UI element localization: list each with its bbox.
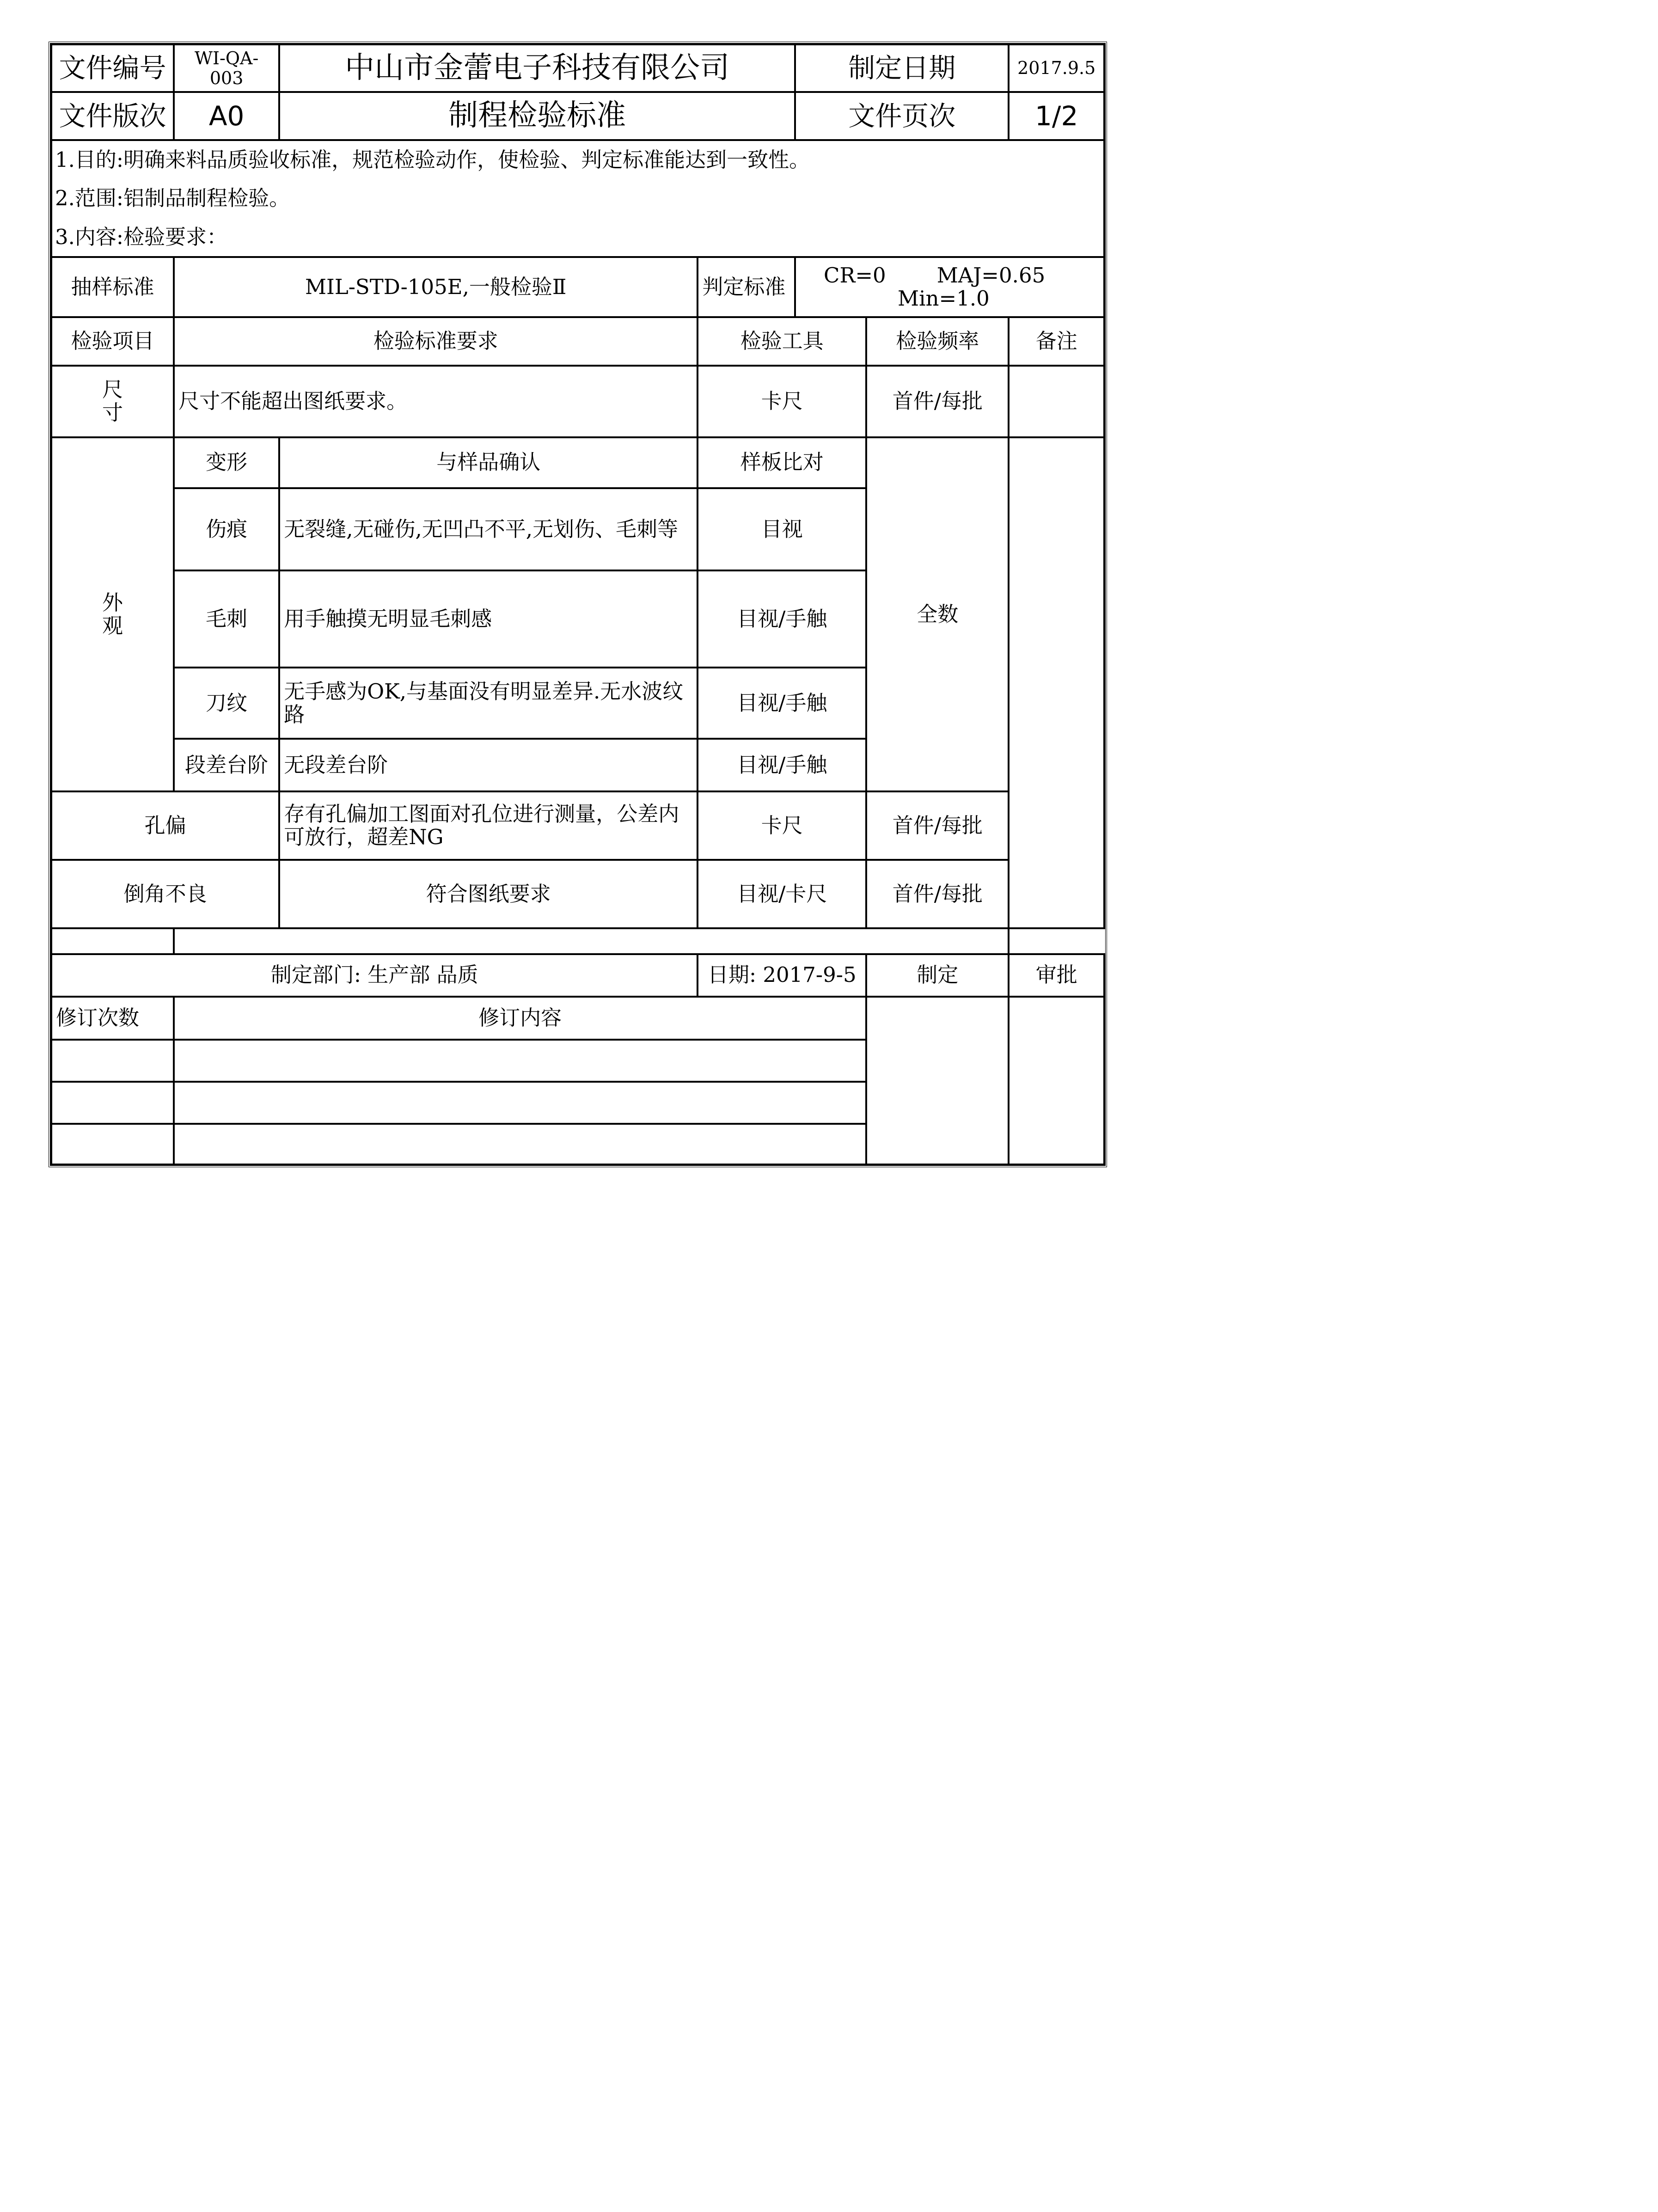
revision-content-cell <box>174 1082 866 1124</box>
appearance-sub-tool: 目视 <box>697 488 866 570</box>
size-frequency: 首件/每批 <box>866 366 1009 437</box>
appearance-sub-tool: 目视/手触 <box>697 739 866 791</box>
doc-number-label: 文件编号 <box>51 44 174 92</box>
blank-cell <box>174 928 1009 954</box>
size-tool: 卡尺 <box>697 366 866 437</box>
chamfer-frequency: 首件/每批 <box>866 860 1009 928</box>
scope-text: 2.范围:铝制品制程检验。 <box>51 179 1104 218</box>
revision-content-cell <box>174 1040 866 1082</box>
appearance-sub-name: 刀纹 <box>174 668 279 739</box>
column-header-item: 检验项目 <box>51 317 174 365</box>
column-header-frequency: 检验频率 <box>866 317 1009 365</box>
revision-content-header: 修订内容 <box>174 997 866 1040</box>
version-value: A0 <box>174 92 279 140</box>
appearance-sub-tool: 目视/手触 <box>697 668 866 739</box>
size-standard: 尺寸不能超出图纸要求。 <box>174 366 697 437</box>
document-title: 制程检验标准 <box>279 92 795 140</box>
blank-cell <box>51 928 174 954</box>
revision-content-cell <box>174 1124 866 1164</box>
footer-date: 日期: 2017-9-5 <box>697 954 866 997</box>
date-label: 制定日期 <box>795 44 1009 92</box>
appearance-sub-name: 变形 <box>174 437 279 488</box>
appearance-sub-standard: 无手感为OK,与基面没有明显差异.无水波纹路 <box>279 668 697 739</box>
page-value: 1/2 <box>1009 92 1104 140</box>
inspection-standard-document <box>49 42 1107 1167</box>
prepared-signature-cell <box>866 997 1009 1164</box>
appearance-frequency: 全数 <box>866 437 1009 792</box>
appearance-sub-name: 段差台阶 <box>174 739 279 791</box>
judge-values <box>795 257 1104 317</box>
footer-approved-label: 审批 <box>1009 954 1104 997</box>
appearance-sub-name: 毛刺 <box>174 570 279 668</box>
appearance-item: 外 观 <box>51 437 174 792</box>
inspection-standard-table <box>50 43 1105 1165</box>
hole-standard: 存有孔偏加工图面对孔位进行测量，公差内可放行，超差NG <box>279 791 697 860</box>
size-item: 尺 寸 <box>51 366 174 437</box>
hole-frequency: 首件/每批 <box>866 791 1009 860</box>
revision-number-cell <box>51 1082 174 1124</box>
min-value: Min=1.0 <box>898 286 990 311</box>
column-header-remark: 备注 <box>1009 317 1104 365</box>
appearance-sub-name: 伤痕 <box>174 488 279 570</box>
content-text: 3.内容:检验要求： <box>51 218 1104 257</box>
hole-item: 孔偏 <box>51 791 279 860</box>
revision-number-header: 修订次数 <box>51 997 174 1040</box>
maj-value: MAJ=0.65 <box>936 263 1046 288</box>
appearance-sub-tool: 样板比对 <box>697 437 866 488</box>
revision-number-cell <box>51 1040 174 1082</box>
chamfer-standard: 符合图纸要求 <box>279 860 697 928</box>
approved-signature-cell <box>1009 997 1104 1164</box>
revision-number-cell <box>51 1124 174 1164</box>
sampling-label: 抽样标准 <box>51 257 174 317</box>
appearance-sub-standard: 与样品确认 <box>279 437 697 488</box>
purpose-text: 1.目的:明确来料品质验收标准，规范检验动作，使检验、判定标准能达到一致性。 <box>51 140 1104 179</box>
remark-merged <box>1009 437 1104 929</box>
size-remark <box>1009 366 1104 437</box>
appearance-sub-tool: 目视/手触 <box>697 570 866 668</box>
judge-label: 判定标准 <box>697 257 795 317</box>
version-label: 文件版次 <box>51 92 174 140</box>
sampling-value: MIL-STD-105E,一般检验Ⅱ <box>174 257 697 317</box>
footer-prepared-label: 制定 <box>866 954 1009 997</box>
column-header-tool: 检验工具 <box>697 317 866 365</box>
appearance-sub-standard: 无段差台阶 <box>279 739 697 791</box>
doc-number-value: WI-QA-003 <box>174 44 279 92</box>
appearance-sub-standard: 无裂缝,无碰伤,无凹凸不平,无划伤、毛刺等 <box>279 488 697 570</box>
hole-tool: 卡尺 <box>697 791 866 860</box>
appearance-sub-standard: 用手触摸无明显毛刺感 <box>279 570 697 668</box>
footer-department: 制定部门: 生产部 品质 <box>51 954 697 997</box>
date-value: 2017.9.5 <box>1009 44 1104 92</box>
page-label: 文件页次 <box>795 92 1009 140</box>
cr-value: CR=0 <box>824 263 886 288</box>
company-name: 中山市金蕾电子科技有限公司 <box>279 44 795 92</box>
chamfer-tool: 目视/卡尺 <box>697 860 866 928</box>
column-header-standard: 检验标准要求 <box>174 317 697 365</box>
chamfer-item: 倒角不良 <box>51 860 279 928</box>
